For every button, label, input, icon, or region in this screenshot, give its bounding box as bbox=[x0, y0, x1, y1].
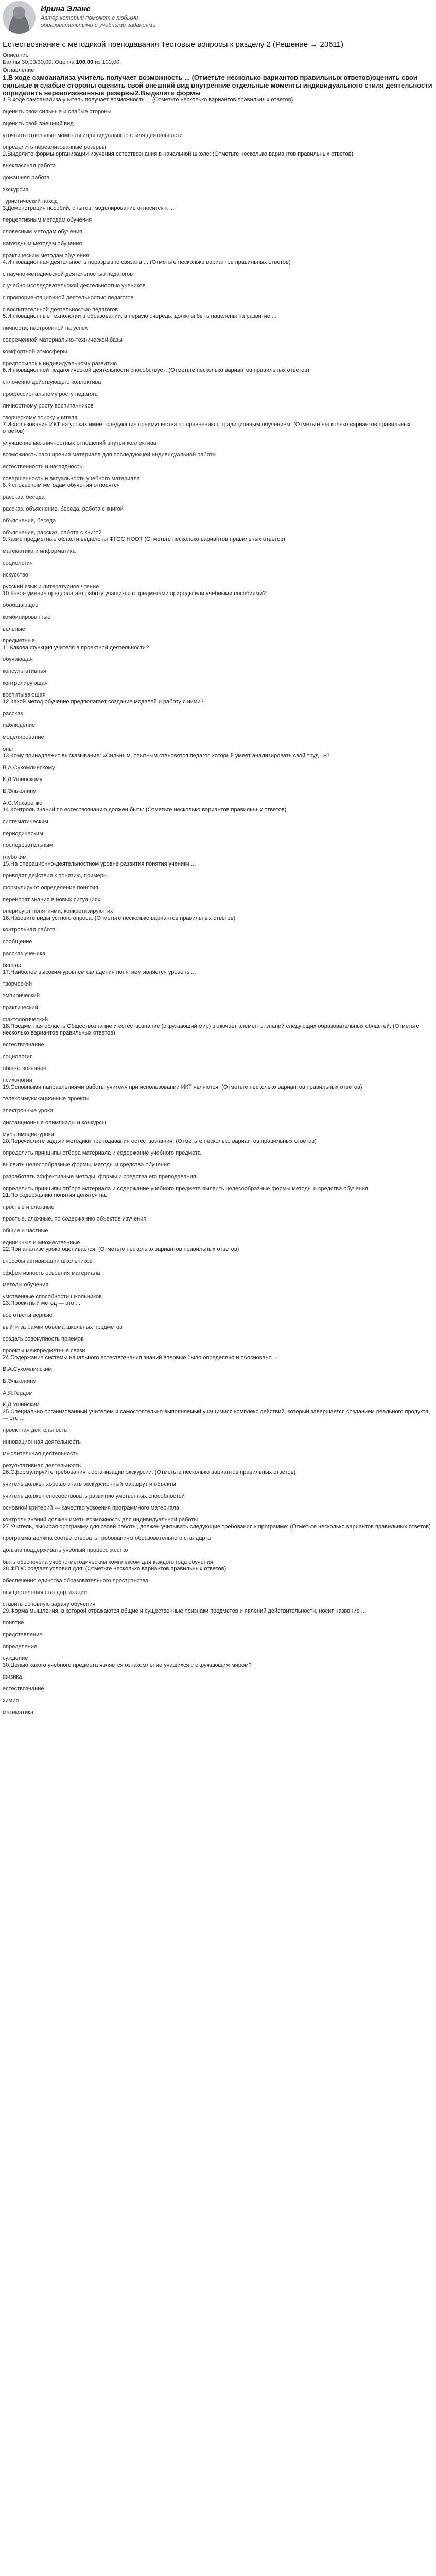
answer-option: наглядным методам обучения bbox=[3, 241, 82, 247]
answer-option: формулируют определение понятия bbox=[3, 885, 98, 891]
answer-option: переносят знания в новых ситуациях bbox=[3, 896, 101, 903]
answer-option: определение bbox=[3, 1643, 38, 1650]
answer-option: К.Д.Ушинским bbox=[3, 1402, 40, 1408]
answer-option: рассказ ученика bbox=[3, 951, 46, 957]
answer-option: определить принципы отбора материала и содержание учебного предмета выявить целесообразные формы методы и средства обучения bbox=[3, 1185, 369, 1192]
answer-option: единичные и множественные bbox=[3, 1240, 80, 1246]
answer-option: наблюдение bbox=[3, 722, 36, 728]
question-text: 1.В ходе самоанализа учитель получает возможность ... (Отметьте несколько вариантов правильных ответов) bbox=[3, 97, 293, 103]
answer-option: предметные bbox=[3, 638, 35, 644]
answer-option: экскурсия bbox=[3, 187, 29, 193]
answer-option: рассказ, беседа bbox=[3, 494, 45, 500]
answer-option: естественность и наглядность bbox=[3, 464, 83, 470]
answer-option: социология bbox=[3, 1054, 33, 1060]
question-text: 15.На операционно-деятельностном уровне развития понятия ученики ... bbox=[3, 861, 196, 867]
question-text: 24.Содержание системы начального естествознания знаний впервые было определено и обосновано ... bbox=[3, 1354, 278, 1361]
answer-option: математика bbox=[3, 1709, 34, 1716]
score-text: Баллы 30,00/30,00. Оценка bbox=[3, 59, 76, 65]
answer-option: химия bbox=[3, 1698, 19, 1704]
question-text: 4.Инновационная деятельность неразрывно связана ... (Отметьте несколько вариантов правильных ответов) bbox=[3, 259, 291, 265]
answer-option: внеклассная работа bbox=[3, 163, 56, 169]
answer-option: опыт bbox=[3, 746, 16, 752]
question-text: 9.Какие предметные области выделены ФГОС НООТ (Отметьте несколько вариантов правильных ответов) bbox=[3, 536, 285, 543]
question-text: 18.Предметная область Обществознание и естествознание (окружающий мир) включает элементы знаний следующих образовательных областей: (Отметьте несколько вариантов правильных ответов) bbox=[3, 1023, 420, 1036]
answer-option: сообщение bbox=[3, 939, 32, 945]
question-text: 10.Какое умение предполагает работу учащихся с предметами природы или учебными пособиями? bbox=[3, 590, 266, 597]
answer-option: В.А.Сухомлинскому bbox=[3, 765, 55, 771]
question-text: 19.Основными направлениями работы учителя при использовании ИКТ являются: (Отметьте несколько вариантов правильных ответов) bbox=[3, 1084, 362, 1090]
orientation-label: Оглавление bbox=[3, 67, 34, 73]
answer-option: выйти за рамки объема школьных предметов bbox=[3, 1324, 123, 1330]
answer-option: обобщающее bbox=[3, 602, 39, 608]
answer-option: понятие bbox=[3, 1620, 24, 1626]
question-text: 16.Назовите виды устного опроса. (Отметьте несколько вариантов правильных ответов) bbox=[3, 915, 236, 921]
questions-list bbox=[3, 74, 433, 1716]
answer-option: русский язык и литературное чтение bbox=[3, 584, 99, 590]
answer-option: осуществления стандартизации bbox=[3, 1589, 88, 1596]
answer-option: воспитывающая bbox=[3, 692, 46, 698]
answer-option: оценить свои сильные и слабые стороны bbox=[3, 109, 112, 115]
question-text: 3.Демонстрация пособий, опытов, моделирование относится к ... bbox=[3, 205, 175, 211]
answer-option: учитель должен хорошо знать экскурсионный маршрут и объекты bbox=[3, 1481, 176, 1487]
answer-option: профессиональному росту педагога bbox=[3, 391, 98, 397]
author-info bbox=[41, 1, 190, 29]
question-text: 11.Какова функция учителя в проектной деятельности? bbox=[3, 645, 149, 651]
answer-option: словесным методам обучения bbox=[3, 229, 83, 235]
answer-option: контролирующая bbox=[3, 680, 48, 686]
answer-option: математика и информатика bbox=[3, 548, 76, 554]
answer-option: мультимедиа-уроки bbox=[3, 1131, 54, 1138]
answer-option: физика bbox=[3, 1674, 22, 1680]
answer-option: простые и сложные bbox=[3, 1204, 55, 1210]
answer-option: электронные уроки bbox=[3, 1108, 53, 1114]
question-text: 25.Специально организованный учителем и самостоятельно выполняемый учащимися комплекс действий, который завершается созданием реального продукта, — это ... bbox=[3, 1409, 430, 1421]
answer-option: инновационная деятельность bbox=[3, 1439, 81, 1445]
author-block bbox=[3, 0, 433, 38]
answer-option: комбинированные bbox=[3, 614, 51, 620]
answer-option: комфортной атмосферы bbox=[3, 349, 67, 355]
answer-option: контроль знаний должен иметь возможность для индивидуальной работы bbox=[3, 1517, 198, 1523]
question-text: 26.Сформулируйте требования к организации экскурсии. (Отметьте несколько вариантов правильных ответов) bbox=[3, 1469, 296, 1476]
answer-option: телекоммуникационные проекты bbox=[3, 1096, 90, 1102]
answer-option: фактологический bbox=[3, 1016, 48, 1023]
answer-option: оценить свой внешний вид bbox=[3, 121, 74, 127]
answer-option: определить нереализованные резервы bbox=[3, 144, 106, 150]
answer-option: личностному росту воспитанников bbox=[3, 403, 94, 409]
question-text: 8.К словесным методам обучения относятся bbox=[3, 482, 120, 488]
question-text: 29.Форма мышления, в которой отражаются общие и существенные признаки предметов и явлений действительности, носит название ... bbox=[3, 1608, 366, 1614]
description-label: Описание bbox=[3, 52, 29, 58]
answer-option: Б.Эльконину bbox=[3, 1378, 36, 1384]
answer-option: выявить целесообразные формы, методы и средства обучения bbox=[3, 1162, 170, 1168]
answer-option: приводят действия к понятию, примеры bbox=[3, 873, 108, 879]
answer-option: естествознание bbox=[3, 1686, 44, 1692]
answer-option: рассказ bbox=[3, 710, 23, 717]
answer-option: эффективность освоения материала bbox=[3, 1270, 100, 1276]
answer-option: определить принципы отбора материала и содержание учебного предмета bbox=[3, 1150, 201, 1156]
answer-option: беседа bbox=[3, 962, 22, 969]
answer-option: уточнить отдельные моменты индивидуального стиля деятельности bbox=[3, 132, 183, 139]
answer-option: проектная деятельность bbox=[3, 1427, 67, 1433]
answer-option: все ответы верные bbox=[3, 1312, 53, 1318]
question-text: 17.Наиболее высоким уровнем овладения понятием является уровень ... bbox=[3, 969, 196, 975]
answer-option: способы активизации школьников bbox=[3, 1258, 93, 1264]
question-text: 22.При анализе урока оценивается: (Отметьте несколько вариантов правильных ответов) bbox=[3, 1246, 239, 1252]
answer-option: личности, настроенной на успех bbox=[3, 325, 88, 331]
answer-option: с научно-методической деятельностью педагогов bbox=[3, 271, 133, 277]
answer-option: последовательным bbox=[3, 842, 54, 849]
answer-option: эмпирический bbox=[3, 993, 40, 999]
question-text: 12.Какой метод обучение предполагает создание моделей и работу с ними? bbox=[3, 699, 204, 705]
answer-option: естествознание bbox=[3, 1042, 44, 1048]
answer-option: быть обеспечена учебно-методическим комплексом для каждого года обучения bbox=[3, 1559, 213, 1565]
answer-option: К.Д.Ушинскому bbox=[3, 776, 43, 783]
question-text: 13.Кому принадлежит высказывание: «Сильным, опытным становятся педагог, который умеет анализировать свой труд...»? bbox=[3, 753, 330, 759]
answer-option: дистанционные олимпиады и конкурсы bbox=[3, 1120, 106, 1126]
answer-option: искусство bbox=[3, 572, 28, 578]
answer-option: обучающая bbox=[3, 656, 33, 663]
question-text: 7.Использование ИКТ на уроках имеет следующие преимущества по сравнению с традиционным обучением: (Отметьте несколько вариантов правильных ответов) bbox=[3, 421, 411, 434]
answer-option: улучшение межличностных отношений внутри коллектива bbox=[3, 440, 156, 446]
answer-option: программа должна соответствовать требованиям образовательного стандарта bbox=[3, 1535, 211, 1541]
answer-option: ставить основную задачу обучения bbox=[3, 1601, 96, 1607]
answer-option: общие и частные bbox=[3, 1228, 48, 1234]
question-text: 30.Целью какого учебного предмета является ознакомление учащихся с окружающим миром? bbox=[3, 1662, 252, 1668]
answer-option: совершенность и актуальность учебного материала bbox=[3, 476, 140, 482]
page-title: Естествознание с методикой преподавания Тестовые вопросы к разделу 2 (Решение → 23611) bbox=[3, 40, 343, 49]
answer-option: систематическим bbox=[3, 819, 48, 825]
question-text: 5.Инновационные технологии в образовании, в первую очередь, должны быть нацелены на развитие ... bbox=[3, 313, 277, 319]
answer-option: моделирование bbox=[3, 734, 44, 740]
avatar[interactable] bbox=[3, 1, 36, 34]
answer-option: А.С.Макаренко bbox=[3, 800, 43, 806]
answer-option: Б.Эльконину bbox=[3, 788, 36, 794]
answer-option: практический bbox=[3, 1005, 38, 1011]
answer-option: обеспечения единства образовательного пространства bbox=[3, 1578, 149, 1584]
answer-option: творческий bbox=[3, 981, 32, 987]
answer-option: с учебно-исследовательской деятельностью учеников bbox=[3, 283, 146, 289]
answer-option: В.А.Сухомлинским bbox=[3, 1366, 52, 1372]
answer-option: рассказ, объяснение, беседа, работа с книгой bbox=[3, 506, 124, 512]
question-text: 1.В ходе самоанализа учитель получает возможность ... (Отметьте несколько вариантов правильных ответов)оценить свои сильные и слабые стороны оценить свой внешний вид внутренние отдельные моменты индивидуального стиля деятельности определить нереализованные резервы2.Выделите формы bbox=[3, 74, 432, 97]
answer-option: объяснение, беседа bbox=[3, 518, 56, 524]
answer-option: контрольная работа bbox=[3, 927, 56, 933]
answer-option: перцептивным методам обучения bbox=[3, 217, 92, 223]
answer-option: умственные способности школьников bbox=[3, 1294, 102, 1300]
answer-option: социология bbox=[3, 560, 33, 566]
answer-option: возможность расширения материала для последующей индивидуальной работы bbox=[3, 452, 217, 458]
score-tail: из 100,00. bbox=[93, 59, 121, 65]
answer-option: практическим методам обучения bbox=[3, 252, 90, 259]
question-text: 20.Перечислите задачи методики преподавания естествознания. (Отметьте несколько вариантов правильных ответов) bbox=[3, 1138, 317, 1144]
question-text: 23.Проектный метод — это ... bbox=[3, 1300, 80, 1307]
answer-option: современной материально-технической базы bbox=[3, 337, 123, 343]
answer-option: А.Я.Гердом bbox=[3, 1390, 33, 1396]
score-value: 100,00 bbox=[76, 59, 94, 65]
answer-option: представление bbox=[3, 1632, 43, 1638]
answer-option: консультативная bbox=[3, 668, 47, 674]
answer-option: туристический поход bbox=[3, 198, 58, 205]
answer-option: суждение bbox=[3, 1655, 28, 1662]
question-text: 21.По содержанию понятия делятся на: bbox=[3, 1192, 108, 1198]
question-text: 27.Учитель, выбирая программу для своей работы, должен учитывать следующие требования к программе: (Отметьте несколько вариантов правильных ответов) bbox=[3, 1523, 431, 1530]
question-text: 6.Инновационной педагогической деятельности способствует: (Отметьте несколько вариантов правильных ответов) bbox=[3, 367, 309, 374]
answer-option: домашняя работа bbox=[3, 175, 50, 181]
answer-option: методы обучения bbox=[3, 1282, 49, 1288]
answer-option: глубоким bbox=[3, 854, 27, 860]
answer-option: разработать эффективные методы, формы и средства его преподавания bbox=[3, 1174, 196, 1180]
answer-option: результативная деятельность bbox=[3, 1463, 81, 1469]
question-text: 14.Контроль знаний по естествознанию должен быть: (Отметьте несколько вариантов правильных ответов) bbox=[3, 807, 287, 813]
question-text: 28.ФГОС создает условия для: (Отметьте несколько вариантов правильных ответов) bbox=[3, 1566, 226, 1572]
answer-option: творческому поиску учителя bbox=[3, 415, 78, 421]
answer-option: мыслительная деятельность bbox=[3, 1451, 79, 1457]
answer-option: с воспитательной деятельностью педагогов bbox=[3, 307, 118, 313]
score-line bbox=[3, 59, 433, 66]
answer-option: создать совокупность приемов bbox=[3, 1336, 84, 1342]
answer-option: простые, сложные, по содержанию объектов изучения bbox=[3, 1216, 147, 1222]
answer-option: психология bbox=[3, 1077, 32, 1083]
author-name[interactable]: Ирина Эланс bbox=[41, 5, 91, 13]
answer-option: оперируют понятиями, конкретизируют их bbox=[3, 908, 113, 914]
answer-option: обществознание bbox=[3, 1065, 47, 1072]
answer-option: объяснение, рассказ, работа с книгой bbox=[3, 530, 102, 536]
answer-option: предпосылок к индивидуальному развитию bbox=[3, 361, 117, 367]
answer-option: проекты межпредметные связи bbox=[3, 1348, 85, 1354]
answer-option: периодическим bbox=[3, 831, 43, 837]
answer-option: с профориентационной деятельностью педагогов bbox=[3, 295, 134, 301]
answer-option: сплоченно действующего коллектива bbox=[3, 379, 101, 385]
author-description: Автор который поможет с любыми образовательными и учебными заданиями bbox=[41, 15, 156, 28]
question-text: 2.Выделите формы организации изучения естествознания в начальной школе: (Отметьте несколько вариантов правильных ответов) bbox=[3, 151, 354, 157]
answer-option: основной критерий — качество усвоения программного материала bbox=[3, 1505, 180, 1511]
answer-option: должна поддерживать учебный процесс жестко bbox=[3, 1547, 128, 1553]
answer-option: учитель должен способствовать развитию умственных способностей bbox=[3, 1493, 185, 1499]
answer-option: вельные bbox=[3, 626, 25, 632]
